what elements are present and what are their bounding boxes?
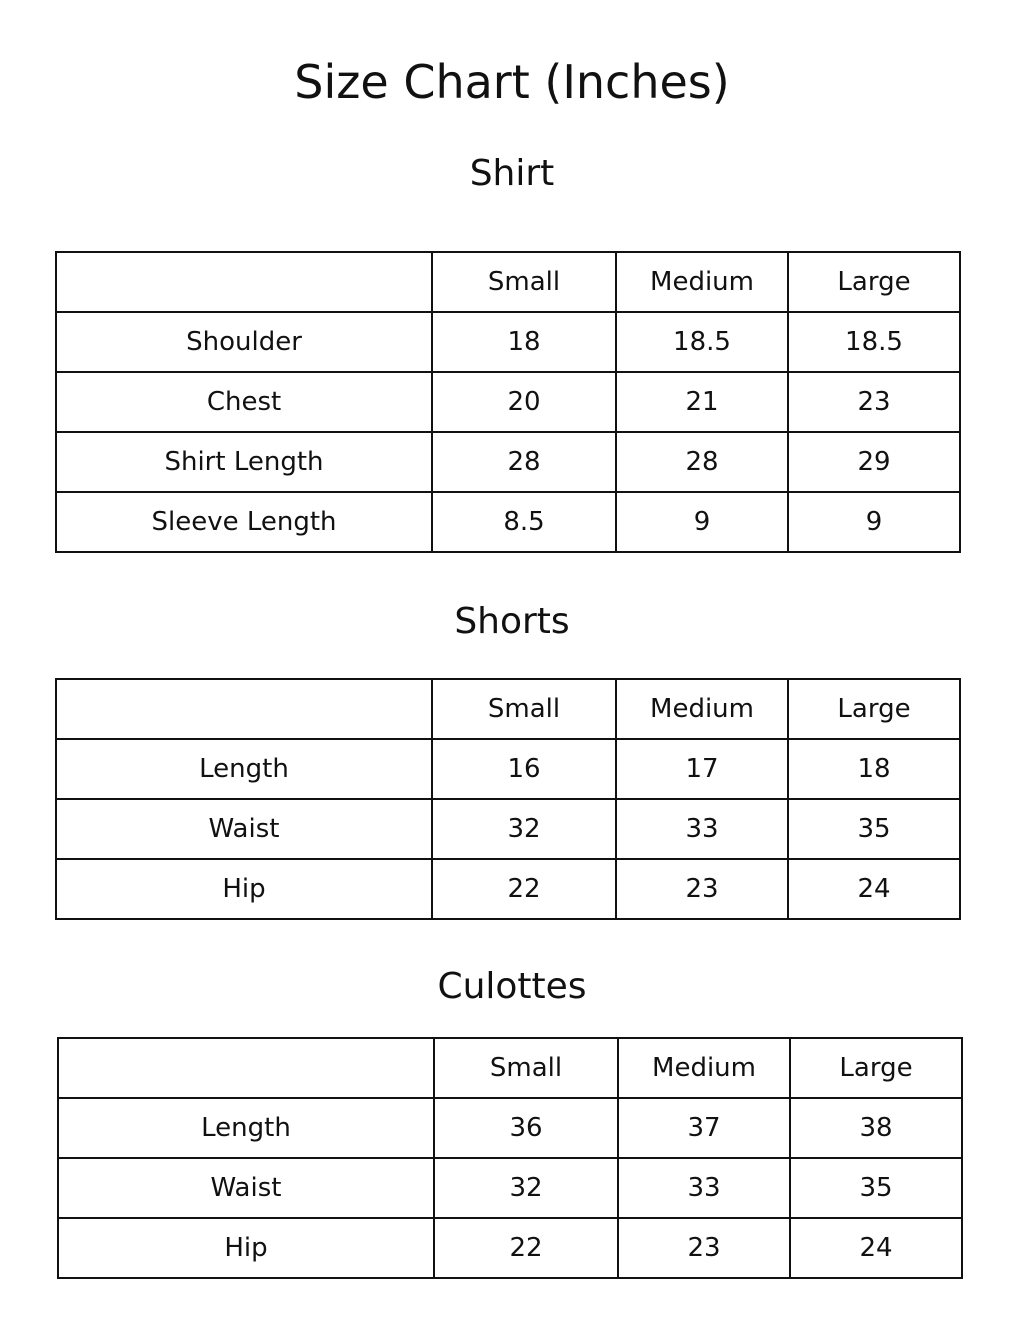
cell-medium: 33 bbox=[618, 1158, 790, 1218]
cell-large: 38 bbox=[790, 1098, 962, 1158]
cell-medium: 28 bbox=[616, 432, 788, 492]
table-row bbox=[56, 492, 960, 552]
cell-small: 36 bbox=[434, 1098, 618, 1158]
header-small: Small bbox=[432, 252, 616, 312]
cell-small: 16 bbox=[432, 739, 616, 799]
header-large: Large bbox=[788, 679, 960, 739]
cell-small: 32 bbox=[432, 799, 616, 859]
table-row bbox=[56, 432, 960, 492]
cell-medium: 18.5 bbox=[616, 312, 788, 372]
cell-small: 32 bbox=[434, 1158, 618, 1218]
table-header-row bbox=[58, 1038, 962, 1098]
table-row bbox=[56, 372, 960, 432]
cell-medium: 37 bbox=[618, 1098, 790, 1158]
table-row bbox=[56, 799, 960, 859]
cell-small: 20 bbox=[432, 372, 616, 432]
row-label: Waist bbox=[56, 799, 432, 859]
table-row bbox=[58, 1098, 962, 1158]
cell-medium: 21 bbox=[616, 372, 788, 432]
cell-large: 24 bbox=[788, 859, 960, 919]
table-row bbox=[58, 1158, 962, 1218]
shorts-section-title: Shorts bbox=[454, 601, 570, 642]
row-label: Hip bbox=[56, 859, 432, 919]
table-header-row bbox=[56, 679, 960, 739]
cell-small: 18 bbox=[432, 312, 616, 372]
table-row bbox=[56, 312, 960, 372]
page-title: Size Chart (Inches) bbox=[294, 55, 730, 109]
shirt-size-table bbox=[55, 251, 961, 553]
row-label: Length bbox=[56, 739, 432, 799]
header-medium: Medium bbox=[616, 252, 788, 312]
shorts-size-table bbox=[55, 678, 961, 920]
cell-small: 28 bbox=[432, 432, 616, 492]
cell-large: 18 bbox=[788, 739, 960, 799]
cell-medium: 23 bbox=[616, 859, 788, 919]
header-empty-cell bbox=[58, 1038, 434, 1098]
table-row bbox=[58, 1218, 962, 1278]
cell-small: 22 bbox=[432, 859, 616, 919]
row-label: Sleeve Length bbox=[56, 492, 432, 552]
row-label: Length bbox=[58, 1098, 434, 1158]
header-large: Large bbox=[790, 1038, 962, 1098]
cell-small: 8.5 bbox=[432, 492, 616, 552]
header-empty-cell bbox=[56, 679, 432, 739]
culottes-section-title: Culottes bbox=[437, 966, 587, 1007]
row-label: Shirt Length bbox=[56, 432, 432, 492]
cell-large: 24 bbox=[790, 1218, 962, 1278]
header-small: Small bbox=[434, 1038, 618, 1098]
cell-medium: 17 bbox=[616, 739, 788, 799]
cell-large: 23 bbox=[788, 372, 960, 432]
table-row bbox=[56, 739, 960, 799]
header-small: Small bbox=[432, 679, 616, 739]
row-label: Waist bbox=[58, 1158, 434, 1218]
table-row bbox=[56, 859, 960, 919]
cell-large: 35 bbox=[788, 799, 960, 859]
cell-large: 9 bbox=[788, 492, 960, 552]
row-label: Hip bbox=[58, 1218, 434, 1278]
cell-medium: 9 bbox=[616, 492, 788, 552]
header-large: Large bbox=[788, 252, 960, 312]
header-empty-cell bbox=[56, 252, 432, 312]
cell-medium: 23 bbox=[618, 1218, 790, 1278]
cell-large: 18.5 bbox=[788, 312, 960, 372]
culottes-size-table bbox=[57, 1037, 963, 1279]
shirt-section-title: Shirt bbox=[469, 153, 555, 194]
cell-medium: 33 bbox=[616, 799, 788, 859]
header-medium: Medium bbox=[618, 1038, 790, 1098]
cell-small: 22 bbox=[434, 1218, 618, 1278]
cell-large: 35 bbox=[790, 1158, 962, 1218]
row-label: Shoulder bbox=[56, 312, 432, 372]
header-medium: Medium bbox=[616, 679, 788, 739]
cell-large: 29 bbox=[788, 432, 960, 492]
table-header-row bbox=[56, 252, 960, 312]
row-label: Chest bbox=[56, 372, 432, 432]
